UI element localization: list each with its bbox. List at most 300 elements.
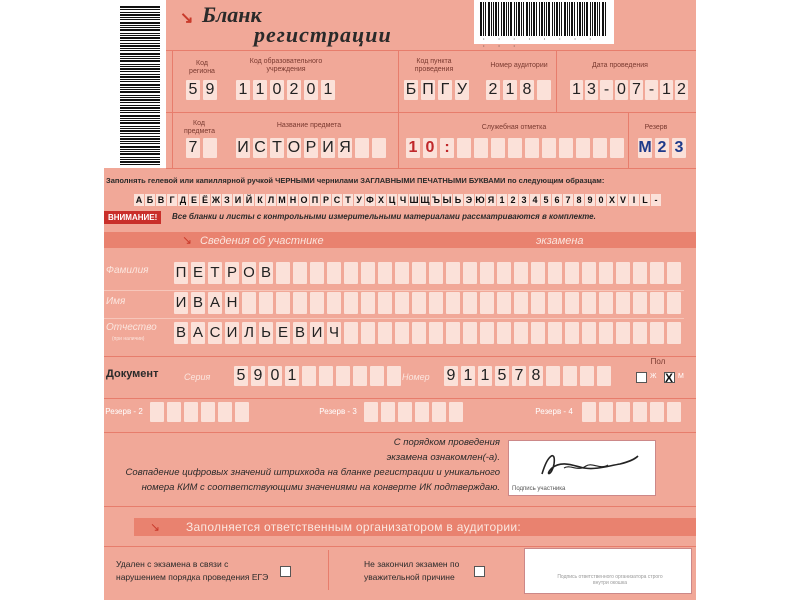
title-arrow-icon: ↘ (180, 10, 194, 27)
sample-char: К (255, 194, 265, 206)
barcode-bar (120, 112, 160, 113)
form-title-line2: регистрации (254, 22, 392, 47)
series-cell-6[interactable] (336, 366, 350, 386)
organizer-signature-label: Подпись ответственного организатора строго внутри окошка (557, 574, 663, 586)
name-cell-4[interactable] (242, 292, 256, 314)
participant-title-a: Сведения об участнике (200, 235, 324, 247)
subject-name-cell-4[interactable]: Р (305, 139, 317, 156)
patronymic-cell-3[interactable]: И (225, 322, 239, 344)
barcode-bar (582, 2, 583, 36)
surname-cell-9[interactable] (327, 262, 341, 284)
barcode-bar (506, 2, 507, 36)
subject-name-cell-5[interactable]: И (322, 139, 334, 156)
barcode-bar (120, 107, 160, 109)
surname-cell-20[interactable] (514, 262, 528, 284)
surname-cell-13[interactable] (395, 262, 409, 284)
patronymic-cell-18[interactable] (480, 322, 494, 344)
patronymic-cell-15[interactable] (429, 322, 443, 344)
barcode-top-digits: · · · · · · · · · · · (482, 36, 597, 50)
name-cell-16[interactable] (446, 292, 460, 314)
barcode-bar (556, 2, 558, 36)
date-cell-2[interactable]: - (600, 80, 613, 100)
sample-char: 1 (497, 194, 507, 206)
name-cell-21[interactable] (531, 292, 545, 314)
room-cell-1[interactable]: 1 (503, 80, 517, 100)
patronymic-cell-19[interactable] (497, 322, 511, 344)
barcode-bar (120, 33, 160, 34)
sample-char: И (234, 195, 242, 205)
edu-cell-1[interactable]: 1 (253, 80, 267, 100)
surname-cell-22[interactable] (548, 262, 562, 284)
point-code-label: Код пункта проведения (414, 58, 454, 73)
surname-cell-27[interactable] (633, 262, 647, 284)
barcode-bar (510, 2, 512, 36)
sample-char: Е (190, 195, 197, 205)
surname-cell-15[interactable] (429, 262, 443, 284)
reserve-r4-cell-0[interactable] (582, 402, 596, 422)
sample-char: L (640, 194, 650, 206)
surname-cell-24[interactable] (582, 262, 596, 284)
sample-char: X (608, 195, 615, 205)
surname-label: Фамилия (106, 265, 149, 276)
sample-char: Л (267, 195, 275, 205)
name-cell-9[interactable] (327, 292, 341, 314)
subject-code-cell-1[interactable] (203, 138, 217, 158)
name-cell-8[interactable] (310, 292, 324, 314)
sample-char: 2 (508, 194, 518, 206)
barcode-bar (120, 118, 160, 119)
series-cell-0[interactable]: 5 (234, 366, 248, 386)
service-cell-7[interactable] (525, 138, 539, 158)
barcode-bar (120, 27, 160, 28)
surname-cell-7[interactable] (293, 262, 307, 284)
name-cell-25[interactable] (599, 292, 613, 314)
patronymic-cell-27[interactable] (633, 322, 647, 344)
name-cell-22[interactable] (548, 292, 562, 314)
edu-cell-0[interactable]: 1 (236, 80, 250, 100)
patronymic-cell-26[interactable] (616, 322, 630, 344)
sample-char: 5 (541, 194, 551, 206)
edu-cell-3[interactable]: 2 (287, 80, 301, 100)
removed-checkbox[interactable] (280, 566, 291, 577)
patronymic-cell-0[interactable]: В (174, 322, 188, 344)
gender-f-checkbox[interactable] (636, 372, 647, 383)
reserve-cell-2[interactable]: 3 (672, 138, 686, 158)
name-cell-2[interactable]: А (208, 292, 222, 314)
sample-char: 7 (563, 194, 573, 206)
patronymic-cell-24[interactable] (582, 322, 596, 344)
service-cell-0[interactable]: 1 (406, 138, 420, 158)
name-cell-12[interactable] (378, 292, 392, 314)
name-cell-15[interactable] (429, 292, 443, 314)
name-cell-23[interactable] (565, 292, 579, 314)
name-cell-6[interactable] (276, 292, 290, 314)
sample-char: 9 (585, 194, 595, 206)
barcode-bar (120, 48, 160, 49)
barcode-top-bars (480, 2, 606, 36)
barcode-bar (120, 68, 160, 70)
series-cell-4[interactable] (302, 366, 316, 386)
series-cell-2[interactable]: 0 (268, 366, 282, 386)
barcode-bar (120, 81, 160, 82)
series-cell-8[interactable] (370, 366, 384, 386)
barcode-bar (120, 56, 160, 57)
surname-cell-16[interactable] (446, 262, 460, 284)
barcode-bar (544, 2, 545, 36)
name-cell-20[interactable] (514, 292, 528, 314)
service-cell-6[interactable] (508, 138, 522, 158)
barcode-bar (120, 110, 160, 111)
reserve-r4-cell-1[interactable] (599, 402, 613, 422)
name-cell-5[interactable] (259, 292, 273, 314)
surname-cell-5[interactable]: В (259, 262, 273, 284)
subject-name-cell-8[interactable] (372, 138, 386, 158)
region-cell-0[interactable]: 5 (186, 80, 200, 100)
surname-cell-1[interactable]: Е (191, 262, 205, 284)
barcode-bar (485, 2, 486, 36)
surname-cell-29[interactable] (667, 262, 681, 284)
barcode-bar (120, 138, 160, 140)
reserve-r2-cell-0[interactable] (150, 402, 164, 422)
name-cell-26[interactable] (616, 292, 630, 314)
patronymic-cell-21[interactable] (531, 322, 545, 344)
number-cell-2[interactable]: 1 (478, 366, 492, 386)
reserve-r3-cell-4[interactable] (432, 402, 446, 422)
room-label: Номер аудитории (490, 62, 548, 69)
patronymic-cell-2[interactable]: С (208, 322, 222, 344)
surname-cell-23[interactable] (565, 262, 579, 284)
name-cell-0[interactable]: И (174, 292, 188, 314)
service-cell-12[interactable] (610, 138, 624, 158)
service-cell-1[interactable]: 0 (423, 138, 437, 158)
barcode-bar (523, 2, 524, 36)
barcode-bar (498, 2, 499, 36)
subject-name-cell-0[interactable]: И (237, 139, 249, 156)
sample-char: В (157, 195, 165, 205)
subject-code-label: Код предмета (184, 120, 216, 135)
subject-name-cell-1[interactable]: С (254, 139, 266, 156)
reserve-r3-cell-0[interactable] (364, 402, 378, 422)
number-cell-7[interactable] (563, 366, 577, 386)
barcode-bar (514, 2, 515, 36)
patronymic-cell-6[interactable]: Е (276, 322, 290, 344)
name-label: Имя (106, 296, 126, 307)
barcode-bar (120, 153, 160, 155)
series-cell-7[interactable] (353, 366, 367, 386)
date-cell-7[interactable]: 2 (675, 80, 688, 100)
name-cell-27[interactable] (633, 292, 647, 314)
surname-cell-25[interactable] (599, 262, 613, 284)
point-cell-1[interactable]: П (422, 81, 434, 98)
patronymic-cell-29[interactable] (667, 322, 681, 344)
name-cell-7[interactable] (293, 292, 307, 314)
barcode-bar (120, 37, 160, 39)
reserve-r4-cell-2[interactable] (616, 402, 630, 422)
sample-char: Э (465, 195, 473, 205)
reserve-r4-cell-5[interactable] (667, 402, 681, 422)
gender-f-label: Ж (650, 373, 657, 380)
number-cell-6[interactable] (546, 366, 560, 386)
barcode-bar (120, 95, 160, 96)
patronymic-cell-11[interactable] (361, 322, 375, 344)
sample-char: Ю (475, 195, 485, 205)
name-cell-18[interactable] (480, 292, 494, 314)
sample-char: С (333, 195, 341, 205)
reserve-r3-cell-3[interactable] (415, 402, 429, 422)
room-cell-2[interactable]: 8 (520, 80, 534, 100)
edu-code-label: Код образовательного учреждения (249, 58, 323, 73)
sample-char: З (222, 194, 232, 206)
patronymic-cell-8[interactable]: И (310, 322, 324, 344)
barcode-bar (120, 14, 160, 16)
reserve-r2-cell-1[interactable] (167, 402, 181, 422)
patronymic-cell-17[interactable] (463, 322, 477, 344)
barcode-bar (120, 76, 160, 78)
patronymic-note: (при наличии) (112, 336, 145, 342)
reserve-r4-cell-3[interactable] (633, 402, 647, 422)
patronymic-cell-4[interactable]: Л (242, 322, 256, 344)
date-cell-6[interactable]: 1 (660, 80, 673, 100)
subject-name-cell-2[interactable]: Т (270, 138, 284, 158)
patronymic-label: Отчество (106, 322, 157, 333)
patronymic-cell-1[interactable]: А (191, 322, 205, 344)
surname-cell-8[interactable] (310, 262, 324, 284)
name-cell-3[interactable]: Н (225, 292, 239, 314)
barcode-bar (561, 2, 562, 36)
number-cell-4[interactable]: 7 (512, 366, 526, 386)
attention-badge: ВНИМАНИЕ! (104, 211, 161, 224)
barcode-bar (120, 66, 160, 67)
room-cell-3[interactable] (537, 80, 551, 100)
surname-cell-18[interactable] (480, 262, 494, 284)
barcode-bar (120, 126, 160, 127)
barcode-bar (597, 2, 598, 36)
barcode-bar (590, 2, 591, 36)
barcode-bar (120, 6, 160, 8)
patronymic-cell-10[interactable] (344, 322, 358, 344)
number-cell-5[interactable]: 8 (529, 366, 543, 386)
date-cell-5[interactable]: - (645, 80, 658, 100)
surname-cell-12[interactable] (378, 262, 392, 284)
barcode-left-bars (120, 6, 160, 166)
sample-char: Х (377, 195, 384, 205)
name-cell-13[interactable] (395, 292, 409, 314)
match-line1: Совпадение цифровых значений штрихкода на бланке регистрации и уникального (125, 467, 500, 478)
name-cell-19[interactable] (497, 292, 511, 314)
barcode-bar (508, 2, 509, 36)
reserve-2-label: Резерв - 2 (105, 407, 143, 416)
barcode-bar (120, 149, 160, 150)
sample-char: Й (245, 195, 253, 205)
number-cell-9[interactable] (597, 366, 611, 386)
surname-cell-19[interactable] (497, 262, 511, 284)
service-cell-8[interactable] (542, 138, 556, 158)
participant-signature-drawing (534, 446, 644, 482)
barcode-bar (120, 151, 160, 152)
barcode-bar (120, 87, 160, 88)
date-cell-4[interactable]: 7 (630, 80, 643, 100)
number-cell-1[interactable]: 1 (461, 366, 475, 386)
familiar-line1: С порядком проведения (393, 437, 500, 448)
barcode-bar (120, 22, 160, 24)
sample-char: Д (179, 195, 187, 205)
patronymic-cell-16[interactable] (446, 322, 460, 344)
patronymic-cell-28[interactable] (650, 322, 664, 344)
surname-cell-4[interactable]: О (242, 262, 256, 284)
point-cell-3[interactable]: У (456, 81, 468, 98)
sample-char: 6 (552, 194, 562, 206)
sample-char: У (354, 194, 364, 206)
sample-char: - (651, 194, 661, 206)
edu-cell-2[interactable]: 0 (270, 80, 284, 100)
number-cell-0[interactable]: 9 (444, 366, 458, 386)
room-cell-0[interactable]: 2 (486, 80, 500, 100)
number-cell-8[interactable] (580, 366, 594, 386)
sample-char: 4 (530, 194, 540, 206)
edu-cell-5[interactable]: 1 (321, 80, 335, 100)
reserve-cell-1[interactable]: 2 (655, 138, 669, 158)
barcode-bar (120, 115, 160, 117)
sample-char: Ж (211, 195, 221, 205)
date-cell-1[interactable]: 3 (585, 80, 598, 100)
reserve-r2-cell-5[interactable] (235, 402, 249, 422)
series-cell-1[interactable]: 9 (251, 366, 265, 386)
date-cell-0[interactable]: 1 (570, 80, 583, 100)
name-cell-14[interactable] (412, 292, 426, 314)
barcode-bar (120, 12, 160, 13)
reserve-r3-cell-5[interactable] (449, 402, 463, 422)
barcode-bar (529, 2, 530, 36)
service-cell-10[interactable] (576, 138, 590, 158)
subject-name-cell-3[interactable]: О (287, 139, 301, 156)
surname-cell-26[interactable] (616, 262, 630, 284)
edu-cell-4[interactable]: 0 (304, 80, 318, 100)
subject-name-cell-7[interactable] (355, 138, 369, 158)
reserve-r3-cell-1[interactable] (381, 402, 395, 422)
name-cell-24[interactable] (582, 292, 596, 314)
barcode-bar (569, 2, 570, 36)
sample-char: Ч (399, 195, 407, 205)
surname-cell-11[interactable] (361, 262, 375, 284)
barcode-bar (120, 71, 160, 72)
name-cell-17[interactable] (463, 292, 477, 314)
surname-cell-3[interactable]: Р (225, 262, 239, 284)
sample-char: Б (146, 195, 154, 205)
name-cell-10[interactable] (344, 292, 358, 314)
patronymic-cell-5[interactable]: Ь (259, 322, 273, 344)
surname-cell-17[interactable] (463, 262, 477, 284)
barcode-bar (552, 2, 553, 36)
organizer-signature-box[interactable] (524, 548, 692, 594)
surname-cell-28[interactable] (650, 262, 664, 284)
surname-cell-21[interactable] (531, 262, 545, 284)
name-cell-29[interactable] (667, 292, 681, 314)
number-cell-3[interactable]: 5 (495, 366, 509, 386)
participant-signature-label: Подпись участника (512, 486, 566, 492)
patronymic-cell-14[interactable] (412, 322, 426, 344)
sample-char: М (278, 195, 286, 205)
barcode-bar (503, 2, 505, 36)
patronymic-cell-25[interactable] (599, 322, 613, 344)
service-cell-9[interactable] (559, 138, 573, 158)
service-cell-5[interactable] (491, 138, 505, 158)
subject-name-cell-6[interactable]: Я (339, 139, 351, 156)
barcode-bar (120, 58, 160, 59)
sample-char: 3 (519, 194, 529, 206)
sample-char: Р (322, 195, 329, 205)
not-finished-checkbox[interactable] (474, 566, 485, 577)
barcode-bar (120, 64, 160, 65)
patronymic-cell-9[interactable]: Ч (327, 322, 341, 344)
patronymic-cell-7[interactable]: В (293, 322, 307, 344)
name-cell-28[interactable] (650, 292, 664, 314)
point-cell-0[interactable]: Б (405, 81, 417, 98)
patronymic-cell-22[interactable] (548, 322, 562, 344)
subject-code-cell-0[interactable]: 7 (186, 138, 200, 158)
barcode-bar (536, 2, 537, 36)
name-cell-1[interactable]: В (191, 292, 205, 314)
surname-cell-6[interactable] (276, 262, 290, 284)
reserve-cell-0[interactable]: М (638, 139, 652, 156)
series-cell-5[interactable] (319, 366, 333, 386)
reserve-r2-cell-4[interactable] (218, 402, 232, 422)
barcode-bar (120, 74, 160, 75)
region-cell-1[interactable]: 9 (203, 80, 217, 100)
reserve-r4-cell-4[interactable] (650, 402, 664, 422)
removed-line2: нарушением порядка проведения ЕГЭ (116, 572, 269, 582)
surname-cell-0[interactable]: П (174, 262, 188, 284)
barcode-bar (120, 40, 160, 41)
reserve-r2-cell-3[interactable] (201, 402, 215, 422)
organizer-title: Заполняется ответственным организатором в аудитории: (186, 520, 522, 534)
barcode-bar (480, 2, 482, 36)
name-cell-11[interactable] (361, 292, 375, 314)
date-label: Дата проведения (592, 62, 648, 69)
series-label: Серия (184, 372, 211, 382)
barcode-bar (602, 2, 604, 36)
barcode-bar (571, 2, 573, 36)
point-cell-2[interactable]: Г (438, 80, 452, 100)
service-cell-3[interactable] (457, 138, 471, 158)
surname-cell-2[interactable]: Т (208, 262, 222, 284)
service-cell-11[interactable] (593, 138, 607, 158)
barcode-bar (120, 133, 160, 134)
patronymic-cell-20[interactable] (514, 322, 528, 344)
patronymic-cell-13[interactable] (395, 322, 409, 344)
patronymic-cell-12[interactable] (378, 322, 392, 344)
service-cell-4[interactable] (474, 138, 488, 158)
reserve-r3-cell-2[interactable] (398, 402, 412, 422)
reserve-r2-cell-2[interactable] (184, 402, 198, 422)
number-label: Номер (402, 372, 430, 382)
sample-char: Щ (420, 195, 430, 205)
participant-arrow-icon: ↘ (182, 233, 193, 247)
barcode-bar (120, 161, 160, 163)
patronymic-cell-23[interactable] (565, 322, 579, 344)
surname-cell-14[interactable] (412, 262, 426, 284)
date-cell-3[interactable]: 0 (615, 80, 628, 100)
surname-cell-10[interactable] (344, 262, 358, 284)
barcode-bar (567, 2, 568, 36)
series-cell-9[interactable] (387, 366, 401, 386)
service-cell-2[interactable]: : (440, 138, 454, 158)
sample-char: О (300, 195, 308, 205)
series-cell-3[interactable]: 1 (285, 366, 299, 386)
barcode-bar (548, 2, 550, 36)
sample-char: I (629, 194, 639, 206)
removed-line1: Удален с экзамена в связи с (116, 559, 229, 569)
barcode-bar (120, 53, 160, 55)
